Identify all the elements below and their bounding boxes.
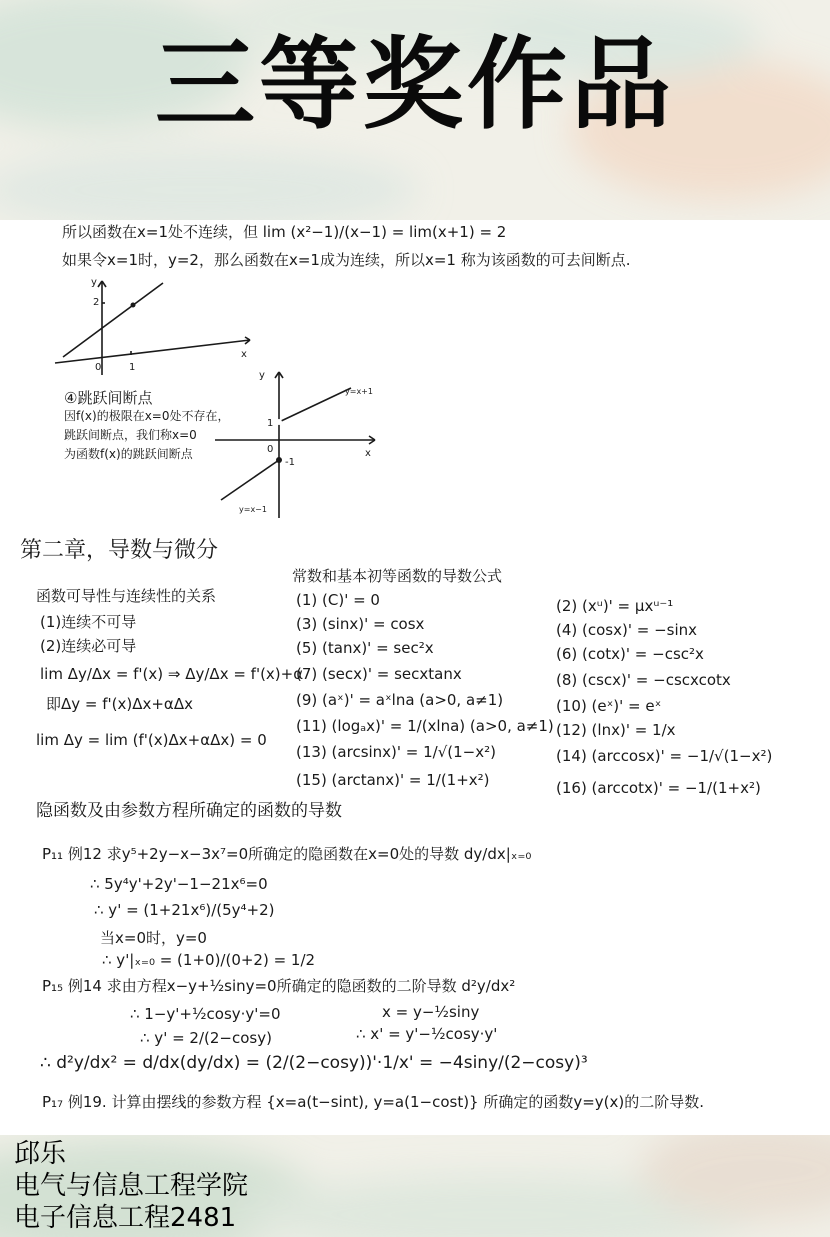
graph2-y-label: y <box>259 370 265 381</box>
example2-right-2: ∴ x' = y'−½cosy·y' <box>356 1025 498 1043</box>
formula-right-3: (6) (cotx)' = −csc²x <box>556 645 704 663</box>
formula-title: 常数和基本初等函数的导数公式 <box>292 567 503 585</box>
graph2-tick-positive: 1 <box>267 418 274 429</box>
example1-step-2: ∴ y' = (1+21x⁶)/(5y⁴+2) <box>94 901 275 919</box>
section1-item-e: lim Δy = lim (f'(x)Δx+αΔx) = 0 <box>36 731 267 749</box>
jump-line-2: 跳跃间断点，我们称x=0 <box>64 428 197 442</box>
example1-statement: P₁₁ 例12 求y⁵+2y−x−3x⁷=0所确定的隐函数在x=0处的导数 dy/dx|ₓ₌₀ <box>42 845 532 863</box>
section1-item-b: (2)连续必可导 <box>40 637 137 655</box>
chapter-heading: 第二章，导数与微分 <box>20 538 219 563</box>
formula-left-4: (7) (secx)' = secxtanx <box>296 665 462 683</box>
graph2-lower-label: y=x−1 <box>239 505 267 514</box>
example2-step-1: ∴ 1−y'+½cosy·y'=0 <box>130 1005 281 1023</box>
formula-left-6: (11) (logₐx)' = 1/(xlna) (a>0, a≠1) <box>296 717 554 735</box>
formula-right-2: (4) (cosx)' = −sinx <box>556 621 697 639</box>
formula-left-3: (5) (tanx)' = sec²x <box>296 639 434 657</box>
formula-left-1: (1) (C)' = 0 <box>296 591 380 609</box>
formula-right-1: (2) (xᵘ)' = μxᵘ⁻¹ <box>556 597 674 615</box>
graph1-y-tick: 2 <box>93 297 100 308</box>
section1-item-d: 即Δy = f'(x)Δx+αΔx <box>46 695 193 713</box>
formula-right-6: (12) (lnx)' = 1/x <box>556 721 676 739</box>
example2-step-3: ∴ d²y/dx² = d/dx(dy/dx) = (2/(2−cosy))'·1/x' = −4siny/(2−cosy)³ <box>40 1053 588 1073</box>
section1-item-a: (1)连续不可导 <box>40 613 137 631</box>
graph2-upper-label: y=x+1 <box>345 387 373 396</box>
page-title: 三等奖作品 <box>155 26 675 143</box>
author-class: 电子信息工程2481 <box>14 1203 237 1233</box>
jump-line-1: 因f(x)的极限在x=0处不存在， <box>64 409 230 423</box>
graph2-x-label: x <box>365 448 371 459</box>
section2-title: 隐函数及由参数方程所确定的函数的导数 <box>36 801 342 821</box>
author-name: 邱乐 <box>14 1139 67 1169</box>
graph2-origin: 0 <box>267 444 274 455</box>
example1-step-4: ∴ y'|ₓ₌₀ = (1+0)/(0+2) = 1/2 <box>102 951 316 969</box>
example2-right-1: x = y−½siny <box>382 1003 480 1021</box>
example1-step-1: ∴ 5y⁴y'+2y'−1−21x⁶=0 <box>90 875 268 893</box>
formula-right-8: (16) (arccotx)' = −1/(1+x²) <box>556 779 761 797</box>
jump-line-3: 为函数f(x)的跳跃间断点 <box>64 447 193 461</box>
graph1-y-label: y <box>91 277 97 288</box>
jump-title: ④跳跃间断点 <box>64 389 153 407</box>
formula-right-4: (8) (cscx)' = −cscxcotx <box>556 671 731 689</box>
note-line-2: 如果令x=1时，y=2，那么函数在x=1成为连续，所以x=1 称为该函数的可去间断点. <box>62 251 631 269</box>
section1-item-c: lim Δy/Δx = f'(x) ⇒ Δy/Δx = f'(x)+α <box>40 665 304 683</box>
graph1-origin: 0 <box>95 362 102 373</box>
author-college: 电气与信息工程学院 <box>14 1171 249 1201</box>
graph-jump-discontinuity <box>215 368 385 518</box>
formula-right-5: (10) (eˣ)' = eˣ <box>556 697 662 715</box>
formula-left-5: (9) (aˣ)' = aˣlna (a>0, a≠1) <box>296 691 504 709</box>
graph2-tick-negative: -1 <box>285 457 295 468</box>
graph1-x-label: x <box>241 349 247 360</box>
formula-left-2: (3) (sinx)' = cosx <box>296 615 425 633</box>
example2-statement: P₁₅ 例14 求由方程x−y+½siny=0所确定的隐函数的二阶导数 d²y/dx² <box>42 977 516 995</box>
example2-step-2: ∴ y' = 2/(2−cosy) <box>140 1029 272 1047</box>
example1-step-3: 当x=0时，y=0 <box>100 929 207 947</box>
formula-right-7: (14) (arccosx)' = −1/√(1−x²) <box>556 747 773 765</box>
note-line-1: 所以函数在x=1处不连续，但 lim (x²−1)/(x−1) = lim(x+1) = 2 <box>62 223 507 241</box>
example3-statement: P₁₇ 例19. 计算由摆线的参数方程 {x=a(t−sint), y=a(1−cost)} 所确定的函数y=y(x)的二阶导数. <box>42 1093 705 1111</box>
author-info <box>14 1138 248 1234</box>
formula-left-8: (15) (arctanx)' = 1/(1+x²) <box>296 771 490 789</box>
graph1-x-tick: 1 <box>129 362 136 373</box>
notes-paper <box>0 220 830 1135</box>
graph-removable-discontinuity <box>55 275 255 375</box>
section1-title: 函数可导性与连续性的关系 <box>36 587 217 605</box>
formula-left-7: (13) (arcsinx)' = 1/√(1−x²) <box>296 743 496 761</box>
